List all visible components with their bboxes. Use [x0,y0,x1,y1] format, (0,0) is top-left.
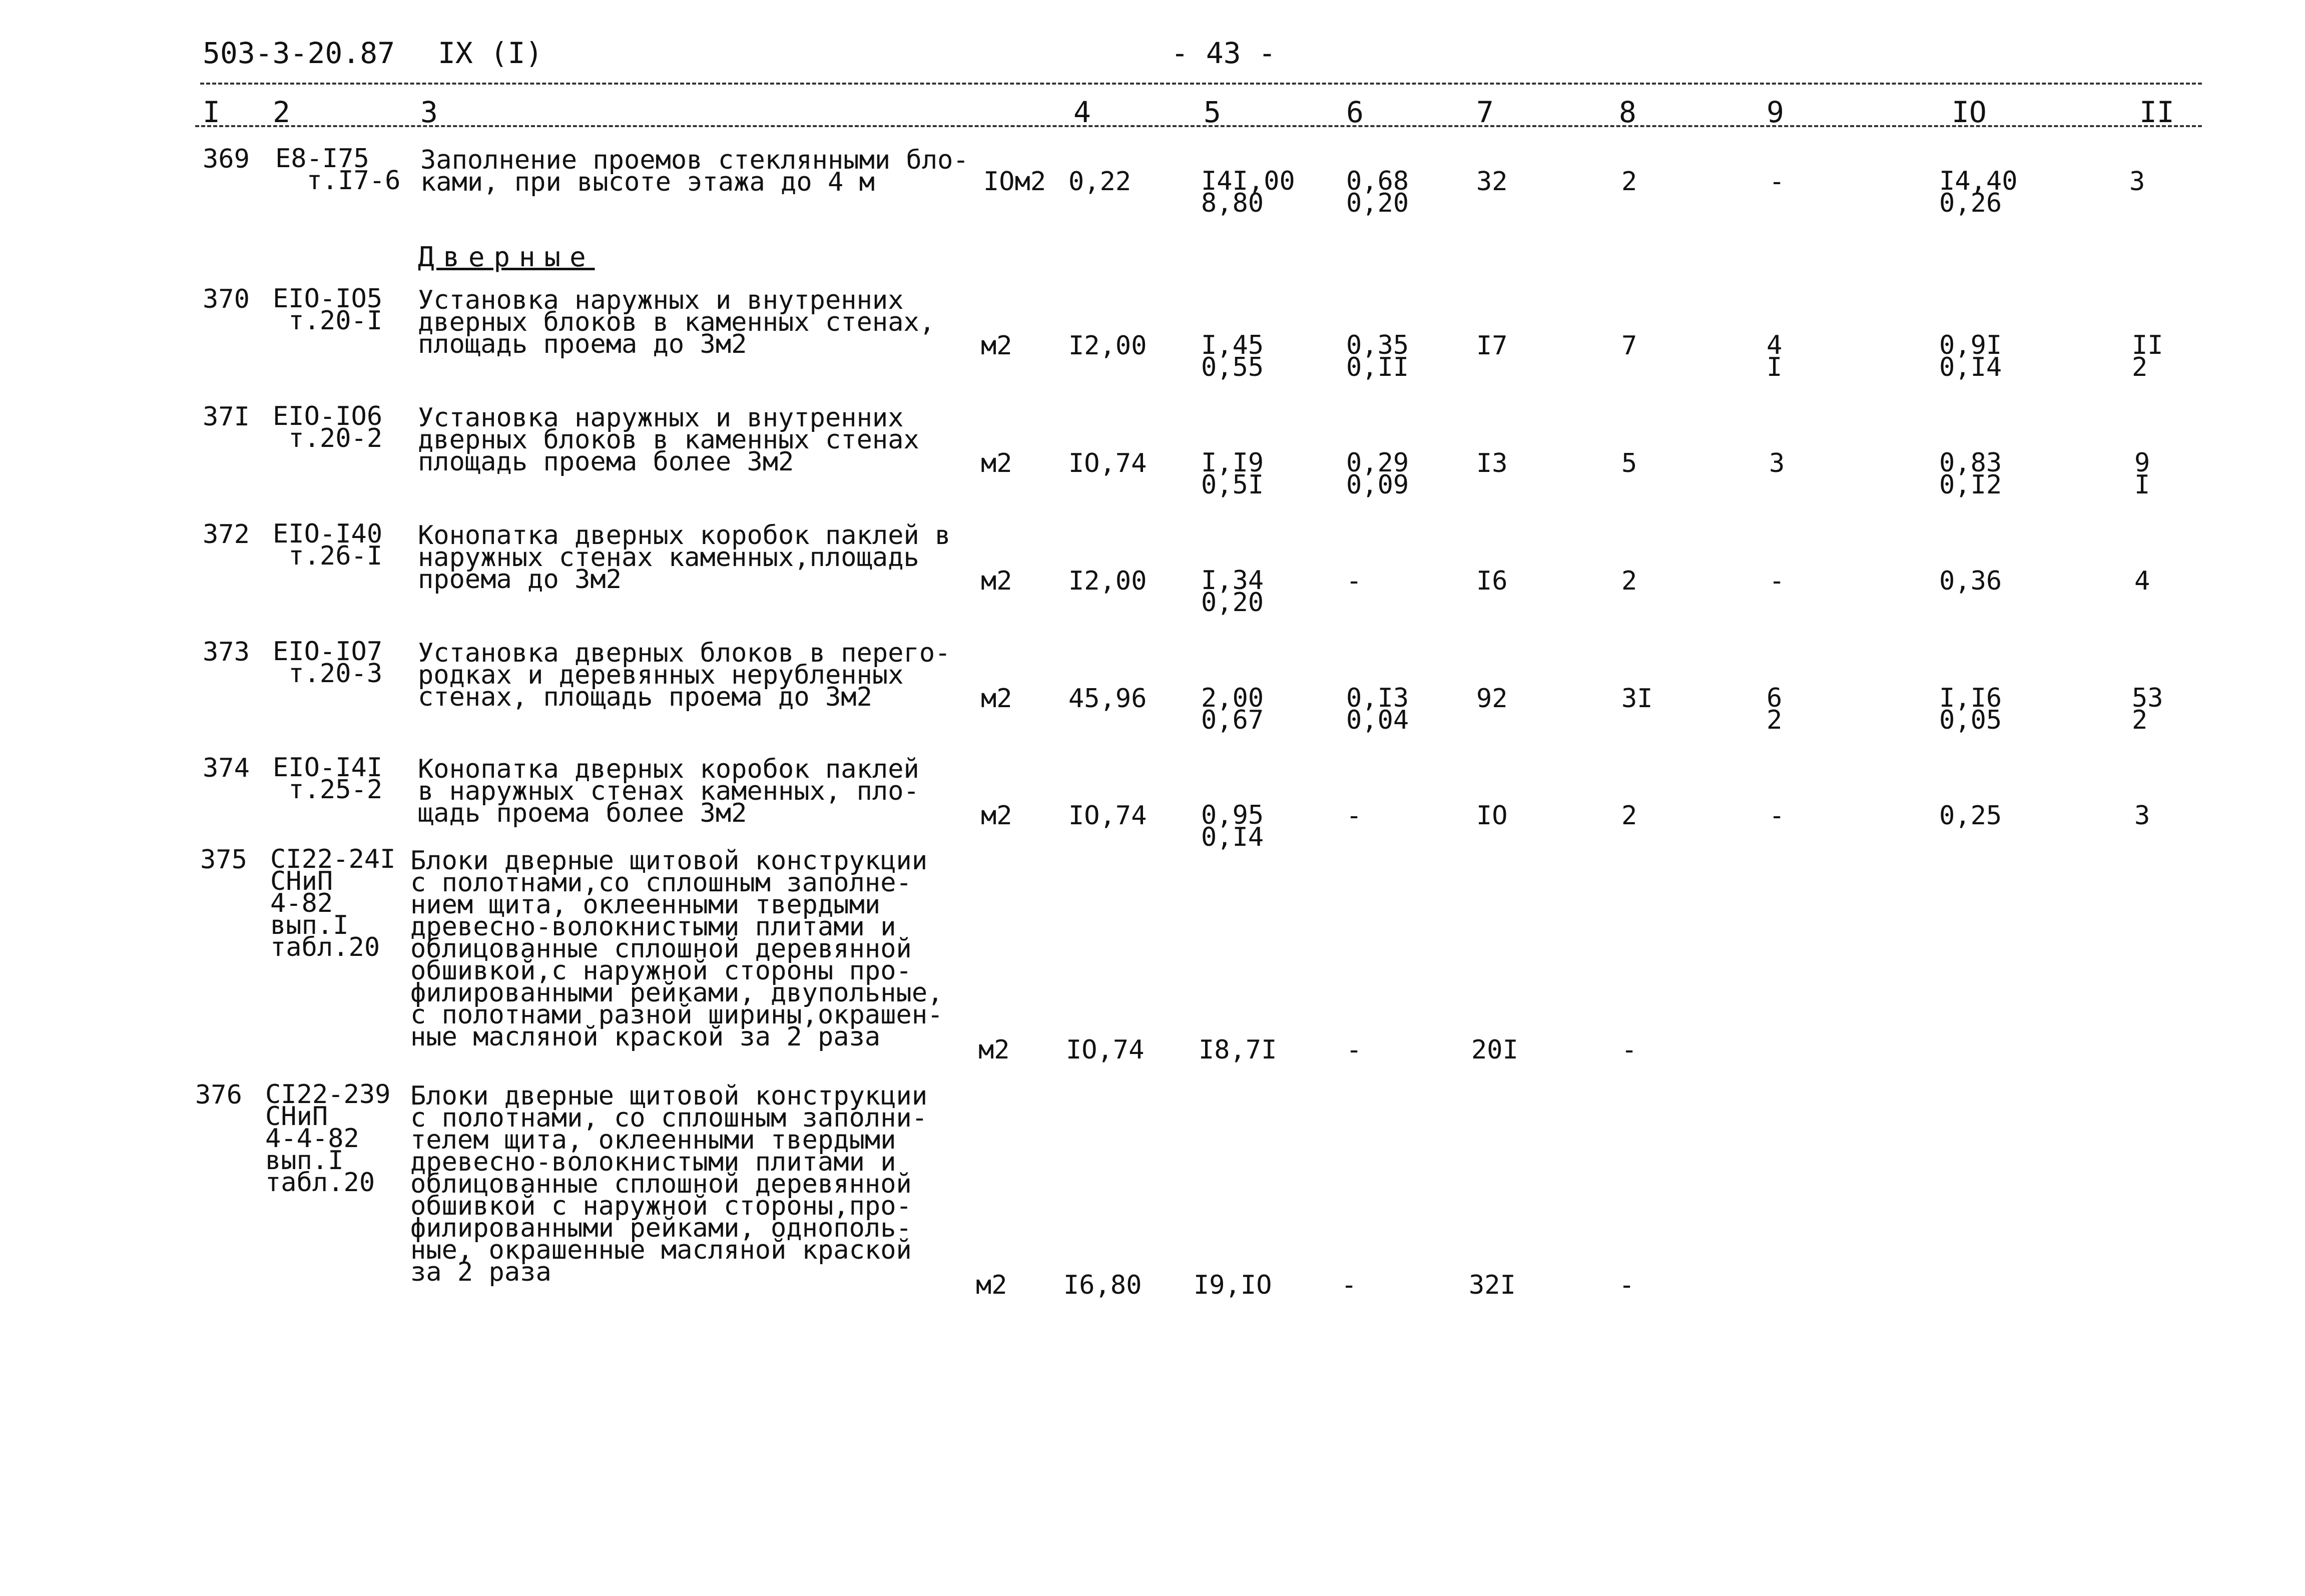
row-373-description: Установка дверных блоков в перего- родках и деревянных нерубленных стенах, площадь проема до 3м2 [418,638,951,712]
row-370-col8: 7 [1621,331,1637,361]
row-370-code: EIO-IO5 т.20-I [273,284,383,336]
row-369-description: Заполнение проемов стеклянными бло- ками, при высоте этажа до 4 м [420,145,969,197]
row-370-col9: 4 I [1767,330,1783,382]
row-374-col9: - [1769,801,1785,831]
row-372-col11: 4 [2134,566,2150,596]
column-header-divider [195,125,2202,127]
column-number-2: 2 [273,95,290,129]
row-369-col11: 3 [2129,167,2145,197]
row-376-col8: - [1619,1270,1635,1300]
column-number-11: II [2139,95,2174,129]
column-number-5: 5 [1204,95,1221,129]
row-373-col11: 53 2 [2132,683,2163,735]
row-376-col5: I9,IO [1194,1270,1272,1300]
header-divider [200,83,2202,85]
row-370-quantity: I2,00 [1068,331,1147,361]
row-372-col7: I6 [1476,566,1508,596]
row-373-code: EIO-IO7 т.20-3 [273,637,383,689]
row-371-code: EIO-IO6 т.20-2 [273,401,383,453]
row-374-number: 374 [203,753,250,783]
row-370-col5: I,45 0,55 [1201,330,1264,382]
column-number-9: 9 [1767,95,1784,129]
row-376-code: CI22-239 СНиП 4-4-82 вып.I табл.20 [265,1080,391,1198]
row-375-col6: - [1346,1035,1362,1065]
row-375-col5: I8,7I [1199,1035,1277,1065]
row-371-col7: I3 [1476,448,1508,478]
row-369-col9: - [1769,167,1785,197]
column-number-10: IO [1952,95,1987,129]
row-369-code: E8-I75 т.I7-6 [275,144,401,196]
row-376-number: 376 [195,1080,242,1110]
row-372-description: Конопатка дверных коробок паклей в наружных стенах каменных,площадь проема до 3м2 [418,520,951,595]
row-374-col8: 2 [1621,801,1637,831]
row-370-unit: м2 [981,331,1012,361]
row-373-col6: 0,I3 0,04 [1346,683,1409,735]
row-373-quantity: 45,96 [1068,684,1147,714]
row-370-col10: 0,9I 0,I4 [1939,330,2002,382]
row-372-col8: 2 [1621,566,1637,596]
section-title: Дверные [418,241,595,273]
row-374-col10: 0,25 [1939,801,2002,831]
row-371-number: 37I [203,402,250,432]
document-code: 503-3-20.87 [203,36,395,70]
row-373-col7: 92 [1476,684,1508,714]
row-376-unit: м2 [976,1270,1007,1300]
row-373-number: 373 [203,637,250,667]
row-370-number: 370 [203,284,250,314]
row-374-code: EIO-I4I т.25-2 [273,753,383,805]
row-376-description: Блоки дверные щитовой конструкции с полотнами, со сплошным заполни- телем щита, оклеенными твердыми древесно-волокнистыми плитами и облицованные сплошной деревянной обшивкой с наружной стороны,про- филированными рейками, однополь- ные, окрашенные масляной краской за 2 раза [410,1081,928,1287]
row-370-col6: 0,35 0,II [1346,330,1409,382]
row-375-col7: 20I [1471,1035,1518,1065]
row-372-col6: - [1346,566,1362,596]
row-374-quantity: IO,74 [1068,801,1147,831]
row-371-col10: 0,83 0,I2 [1939,448,2002,500]
row-373-unit: м2 [981,684,1012,714]
row-371-col5: I,I9 0,5I [1201,448,1264,500]
column-number-4: 4 [1073,95,1091,129]
row-373-col5: 2,00 0,67 [1201,683,1264,735]
row-375-description: Блоки дверные щитовой конструкции с полотнами,со сплошным заполне- нием щита, оклеенными твердыми древесно-волокнистыми плитами и облицованные сплошной деревянной обшивкой,с наружной стороны про- филированными рейками, двупольные, с полотнами разной ширины,окрашен- ные масляной краской за 2 раза [410,846,943,1052]
row-376-col6: - [1341,1270,1357,1300]
row-370-description: Установка наружных и внутренних дверных блоков в каменных стенах, площадь проема до 3м2 [418,285,935,359]
column-number-3: 3 [420,95,438,129]
page-number: - 43 - [1171,36,1276,70]
column-number-6: 6 [1346,95,1364,129]
section-code: IX (I) [438,36,543,70]
row-369-col10: I4,40 0,26 [1939,166,2018,218]
row-376-col7: 32I [1469,1270,1516,1300]
row-374-col5: 0,95 0,I4 [1201,800,1264,852]
row-372-number: 372 [203,519,250,550]
row-375-quantity: IO,74 [1066,1035,1144,1065]
row-371-col9: 3 [1769,448,1785,478]
row-375-number: 375 [200,845,247,875]
row-370-col7: I7 [1476,331,1508,361]
column-number-1: I [203,95,220,129]
row-369-col7: 32 [1476,167,1508,197]
row-372-col9: - [1769,566,1785,596]
row-372-code: EIO-I40 т.26-I [273,519,383,571]
row-371-quantity: IO,74 [1068,448,1147,478]
row-374-col6: - [1346,801,1362,831]
column-number-8: 8 [1619,95,1636,129]
row-374-description: Конопатка дверных коробок паклей в наружных стенах каменных, пло- щадь проема более 3м2 [418,754,919,828]
row-369-col8: 2 [1621,167,1637,197]
row-370-col11: II 2 [2132,330,2163,382]
row-371-col6: 0,29 0,09 [1346,448,1409,500]
row-372-col5: I,34 0,20 [1201,566,1264,618]
row-373-col10: I,I6 0,05 [1939,683,2002,735]
row-369-quantity: 0,22 [1068,167,1131,197]
row-375-col8: - [1621,1035,1637,1065]
row-369-col5: I4I,00 8,80 [1201,166,1295,218]
row-373-col8: 3I [1621,684,1653,714]
row-371-description: Установка наружных и внутренних дверных блоков в каменных стенах площадь проема более 3м2 [418,403,919,477]
row-371-col11: 9 I [2134,448,2150,500]
row-374-col11: 3 [2134,801,2150,831]
row-371-unit: м2 [981,448,1012,478]
row-373-col9: 6 2 [1767,683,1783,735]
row-369-col6: 0,68 0,20 [1346,166,1409,218]
row-369-number: 369 [203,144,250,174]
row-371-col8: 5 [1621,448,1637,478]
row-372-unit: м2 [981,566,1012,596]
row-372-col10: 0,36 [1939,566,2002,596]
row-372-quantity: I2,00 [1068,566,1147,596]
row-374-unit: м2 [981,801,1012,831]
row-375-code: CI22-24I СНиП 4-82 вып.I табл.20 [270,844,396,962]
row-376-quantity: I6,80 [1063,1270,1142,1300]
column-number-7: 7 [1476,95,1494,129]
row-369-unit: IOм2 [983,167,1046,197]
row-374-col7: IO [1476,801,1508,831]
row-375-unit: м2 [978,1035,1010,1065]
